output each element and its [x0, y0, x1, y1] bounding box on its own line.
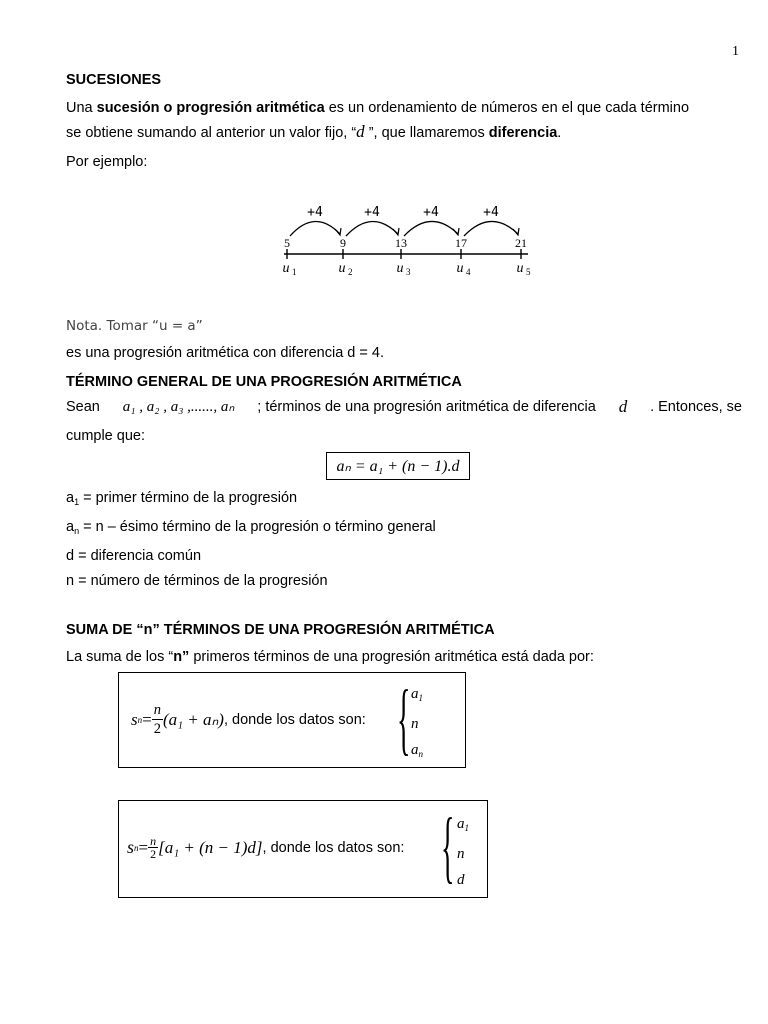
step-arc — [346, 221, 398, 236]
step-label: +4 — [423, 205, 439, 220]
definitions-list — [66, 486, 436, 594]
definition-a1: $a_1$ = primer término de la progresión — [66, 490, 298, 507]
term-subscript: 1 — [292, 267, 297, 277]
term-subscript: 5 — [526, 267, 531, 277]
sum-formula-box-1: s n = $\frac{n}{2}$ (a₁ + aₙ) , donde los datos son: { $a_1$ n $a_n$ — [118, 672, 466, 768]
value-label: 17 — [455, 236, 467, 250]
value-label: 9 — [340, 236, 346, 250]
general-term-line: Sean a₁ , a₂ , a₃ ,......, aₙ ; términos de una progresión aritmética de diferencia d . Entonces, se — [66, 397, 742, 416]
general-term-formula: aₙ = a₁ + (n − 1).d — [336, 458, 460, 475]
sum-intro: La suma de los “n” primeros términos de una progresión aritmética está dada por: — [66, 649, 594, 665]
note-text: Nota. Tomar “u = a” — [66, 318, 203, 334]
term-label: u — [282, 261, 290, 276]
definition-an: $a_n = n$ – ésimo término de la progresión o término general — [66, 519, 436, 536]
general-term-formula-box — [326, 452, 470, 480]
value-label: 5 — [284, 236, 290, 250]
data-item: $a_n$ — [411, 742, 423, 759]
data-item: d — [457, 872, 465, 888]
step-label: +4 — [364, 205, 380, 220]
data-item: n — [457, 846, 465, 862]
number-line-diagram — [270, 198, 570, 288]
data-item: $a_1$ — [411, 686, 423, 703]
data-item: n — [411, 716, 419, 732]
example-text: es una progresión aritmética con diferencia d = 4. — [66, 345, 384, 361]
term-label: u — [516, 261, 524, 276]
step-arc — [464, 221, 518, 236]
general-term-line-2: cumple que: — [66, 428, 145, 444]
term-label: u — [338, 261, 346, 276]
page-title: SUCESIONES — [66, 72, 162, 88]
intro-paragraph: Una sucesión o progresión aritmética es un ordenamiento de números en el que cada término se obtiene sumando al anterior un valor fijo, “d ”, que llamaremos diferencia. — [66, 100, 690, 141]
example-label: Por ejemplo: — [66, 154, 148, 170]
data-brace-1: { — [397, 675, 411, 763]
definition-d: d = diferencia común — [66, 548, 202, 564]
data-brace-2: { — [441, 803, 455, 891]
diagram-labels — [283, 205, 532, 277]
step-label: +4 — [483, 205, 499, 220]
fraction-n-over-2: $\frac{n}{2}$ — [153, 702, 161, 737]
diagram-arcs — [290, 221, 519, 236]
term-subscript: 3 — [406, 267, 411, 277]
term-subscript: 2 — [348, 267, 353, 277]
step-arc — [404, 221, 458, 236]
general-term-heading: TÉRMINO GENERAL DE UNA PROGRESIÓN ARITMÉTICA — [66, 374, 462, 390]
fraction-n-over-2: $\frac{n}{2}$ — [150, 834, 157, 861]
sum-formula-box-2: s n = $\frac{n}{2}$ [a₁ + (n − 1)d] , donde los datos son: { $a_1$ n d — [118, 800, 488, 898]
sum-heading: SUMA DE “n” TÉRMINOS DE UNA PROGRESIÓN ARITMÉTICA — [66, 622, 495, 638]
page-number: 1 — [732, 44, 739, 59]
step-label: +4 — [307, 205, 323, 220]
term-label: u — [396, 261, 404, 276]
term-subscript: 4 — [466, 267, 471, 277]
value-label: 21 — [515, 236, 527, 250]
definition-n: n = número de términos de la progresión — [66, 573, 328, 589]
value-label: 13 — [395, 236, 407, 250]
term-label: u — [456, 261, 464, 276]
data-item: $a_1$ — [457, 816, 469, 833]
step-arc — [290, 221, 340, 236]
